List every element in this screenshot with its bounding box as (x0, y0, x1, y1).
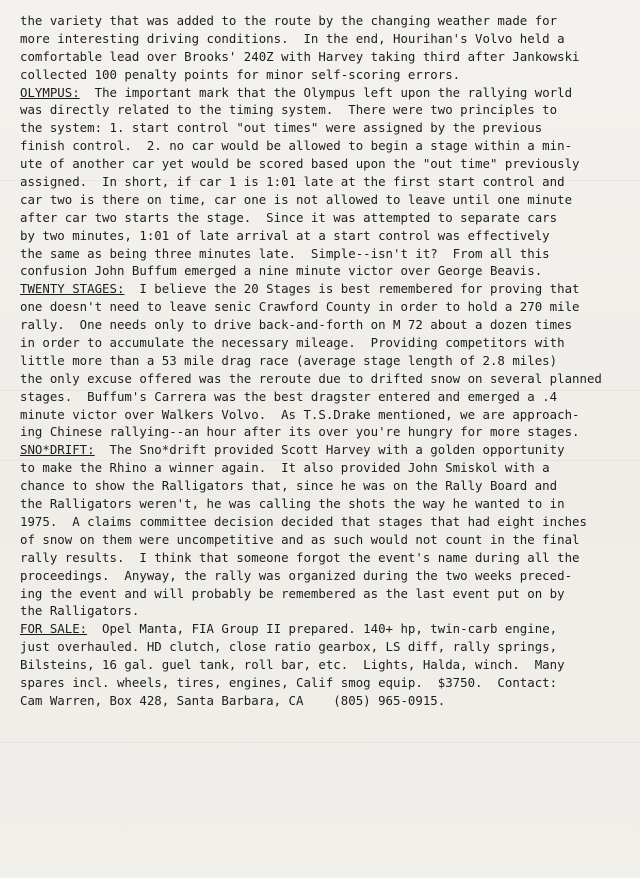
text-line: after car two starts the stage. Since it was attempted to separate cars (20, 209, 558, 225)
text-line: in order to accumulate the necessary mileage. Providing competitors with (20, 335, 565, 351)
text-line: I believe the 20 Stages is best remembered for proving that (124, 281, 580, 297)
section-heading-twenty-stages: TWENTY STAGES: (20, 281, 125, 297)
text-line: of snow on them were uncompetitive and as such would not count in the final (20, 531, 580, 547)
text-line: Bilsteins, 16 gal. guel tank, roll bar, etc. Lights, Halda, winch. Many (20, 657, 565, 673)
text-line: confusion John Buffum emerged a nine minute victor over George Beavis. (20, 263, 543, 279)
text-line: the Ralligators weren't, he was calling the shots the way he wanted to in (20, 496, 565, 512)
paragraph-first-line (20, 84, 636, 102)
text-line: finish control. 2. no car would be allowed to begin a stage within a min- (20, 138, 573, 154)
paragraph-first-line (20, 620, 636, 638)
document-body (20, 12, 636, 710)
text-line: the same as being three minutes late. Simple--isn't it? From all this (20, 245, 550, 261)
bleed-through-line (0, 742, 640, 743)
text-line: just overhauled. HD clutch, close ratio gearbox, LS diff, rally springs, (20, 639, 558, 655)
text-line: assigned. In short, if car 1 is 1:01 late at the first start control and (20, 174, 565, 190)
text-line: ing Chinese rallying--an hour after its over you're hungry for more stages. (20, 424, 580, 440)
text-line: the system: 1. start control "out times" were assigned by the previous (20, 120, 543, 136)
text-line: The Sno*drift provided Scott Harvey with a golden opportunity (94, 442, 565, 458)
section-heading-for-sale: FOR SALE: (20, 621, 88, 637)
text-line: minute victor over Walkers Volvo. As T.S.Drake mentioned, we are approach- (20, 406, 580, 422)
section-heading-sno-drift: SNO*DRIFT: (20, 442, 95, 458)
text-line: ing the event and will probably be remembered as the last event put on by (20, 585, 565, 601)
text-line: was directly related to the timing system. There were two principles to (20, 102, 558, 118)
text-line: The important mark that the Olympus left upon the rallying world (79, 84, 573, 100)
text-line: rally. One needs only to drive back-and-forth on M 72 about a dozen times (20, 317, 573, 333)
section-heading-olympus: OLYMPUS: (20, 84, 80, 100)
text-line: Cam Warren, Box 428, Santa Barbara, CA (805) 965-0915. (20, 692, 446, 708)
text-line: little more than a 53 mile drag race (average stage length of 2.8 miles) (20, 352, 558, 368)
paragraph-first-line (20, 441, 636, 459)
text-line: proceedings. Anyway, the rally was organized during the two weeks preced- (20, 567, 573, 583)
text-line: spares incl. wheels, tires, engines, Calif smog equip. $3750. Contact: (20, 674, 558, 690)
text-line: one doesn't need to leave senic Crawford County in order to hold a 270 mile (20, 299, 580, 315)
text-line: more interesting driving conditions. In the end, Hourihan's Volvo held a (20, 30, 565, 46)
text-line: comfortable lead over Brooks' 240Z with Harvey taking third after Jankowski (20, 48, 580, 64)
text-line: stages. Buffum's Carrera was the best dragster entered and emerged a .4 (20, 388, 558, 404)
text-line: to make the Rhino a winner again. It also provided John Smiskol with a (20, 460, 550, 476)
text-line: collected 100 penalty points for minor self-scoring errors. (20, 66, 461, 82)
text-line: the Ralligators. (20, 603, 140, 619)
text-line: the only excuse offered was the reroute due to drifted snow on several planned (20, 370, 602, 386)
text-line: rally results. I think that someone forgot the event's name during all the (20, 549, 580, 565)
text-line: car two is there on time, car one is not allowed to leave until one minute (20, 191, 573, 207)
text-line: the variety that was added to the route by the changing weather made for (20, 13, 558, 28)
text-line: Opel Manta, FIA Group II prepared. 140+ hp, twin-carb engine, (87, 621, 558, 637)
text-line: chance to show the Ralligators that, since he was on the Rally Board and (20, 478, 558, 494)
text-line: ute of another car yet would be scored based upon the "out time" previously (20, 156, 580, 172)
text-line: by two minutes, 1:01 of late arrival at a start control was effectively (20, 227, 550, 243)
text-line: 1975. A claims committee decision decided that stages that had eight inches (20, 513, 587, 529)
paragraph-first-line (20, 280, 636, 298)
